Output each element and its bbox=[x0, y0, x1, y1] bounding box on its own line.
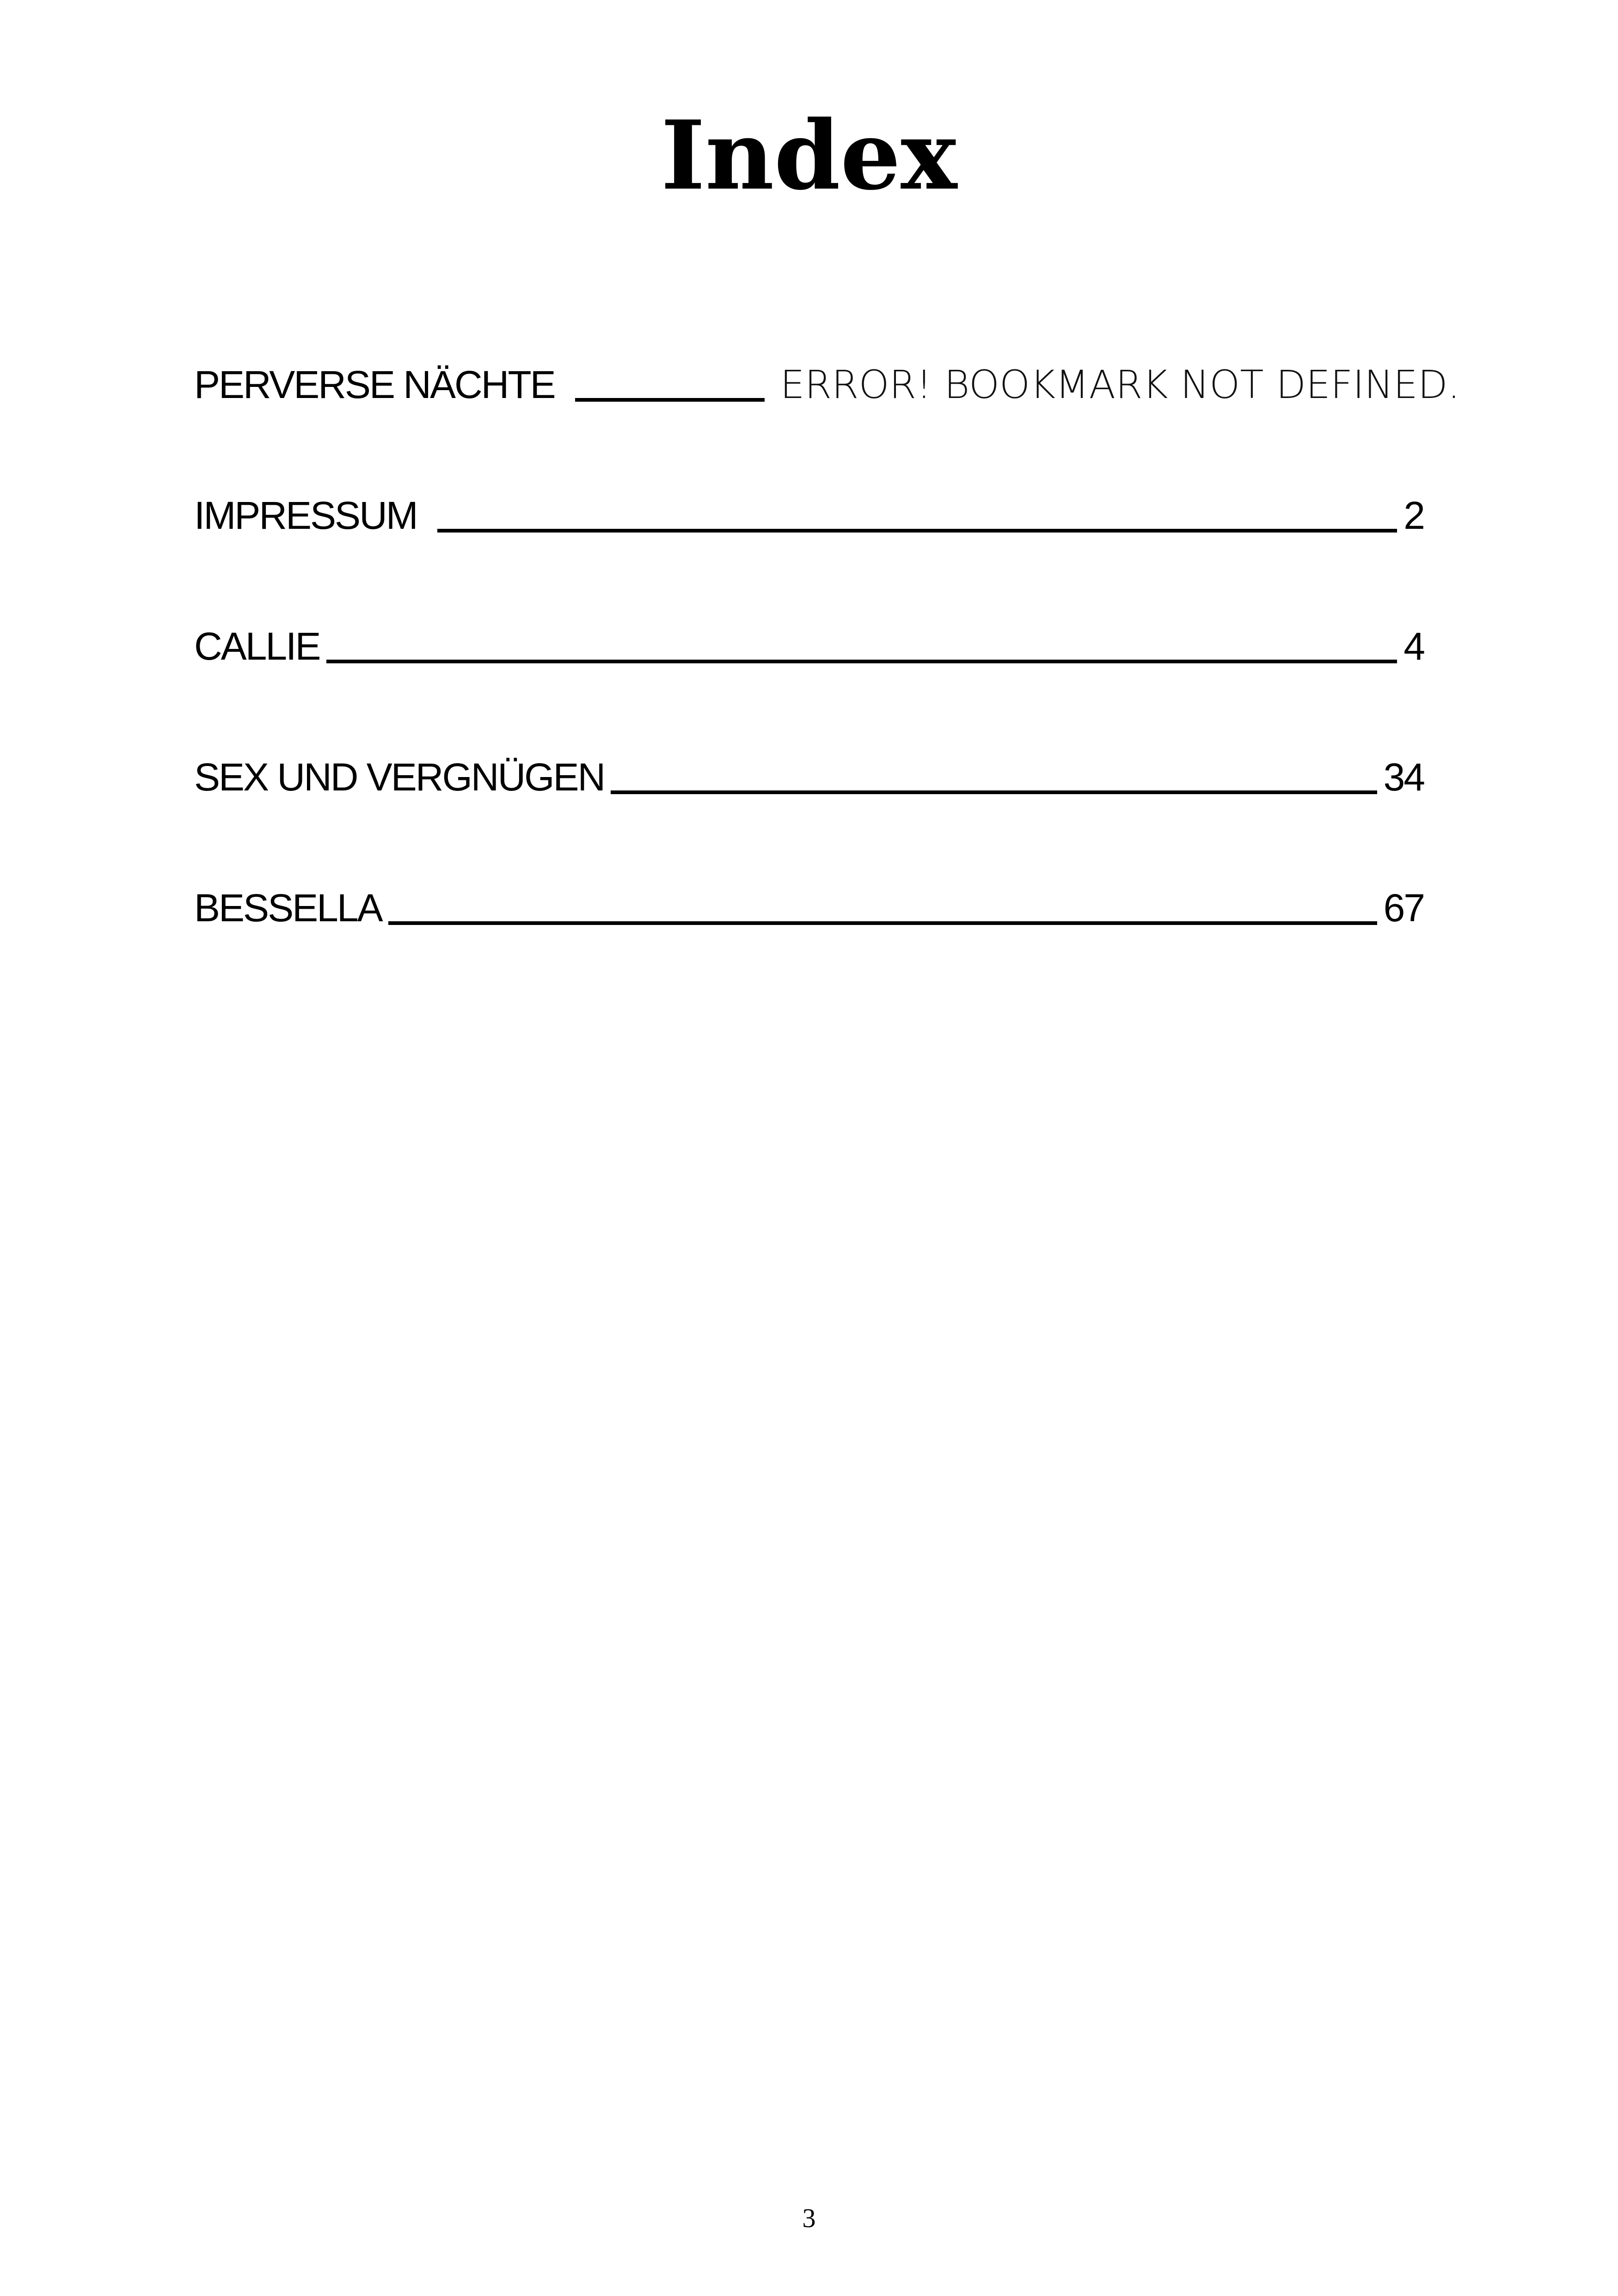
toc-entry-perverse-naechte[interactable] bbox=[194, 362, 1460, 496]
toc-entry-label: BESSELLA bbox=[194, 886, 382, 930]
toc-leader-line bbox=[611, 790, 1377, 794]
toc-entry-label: CALLIE bbox=[194, 625, 320, 668]
toc-entry-page: 4 bbox=[1403, 625, 1424, 668]
toc-leader-line bbox=[388, 921, 1377, 925]
toc-leader-line bbox=[437, 529, 1397, 533]
toc-entry-sex-und-vergnuegen[interactable] bbox=[194, 755, 1424, 888]
toc-entry-label: SEX UND VERGNÜGEN bbox=[194, 755, 605, 799]
page-title: Index bbox=[661, 100, 957, 211]
page-number: 3 bbox=[802, 2203, 816, 2233]
toc-entry-impressum[interactable] bbox=[194, 496, 1424, 627]
toc-leader-line bbox=[326, 660, 1397, 663]
toc-entry-callie[interactable] bbox=[194, 627, 1424, 758]
toc-entry-label: IMPRESSUM bbox=[194, 494, 417, 537]
toc-entry-page: 34 bbox=[1383, 755, 1424, 799]
toc-entry-label: PERVERSE NÄCHTE bbox=[194, 363, 555, 406]
toc-entry-bessella[interactable] bbox=[194, 888, 1424, 1019]
table-of-contents bbox=[194, 362, 1460, 1019]
toc-entry-page: 2 bbox=[1403, 494, 1424, 537]
toc-entry-page: 67 bbox=[1383, 886, 1424, 930]
toc-leader-line bbox=[575, 398, 765, 402]
toc-entry-page: ERROR! BOOKMARK NOT DEFINED. bbox=[780, 362, 1460, 407]
